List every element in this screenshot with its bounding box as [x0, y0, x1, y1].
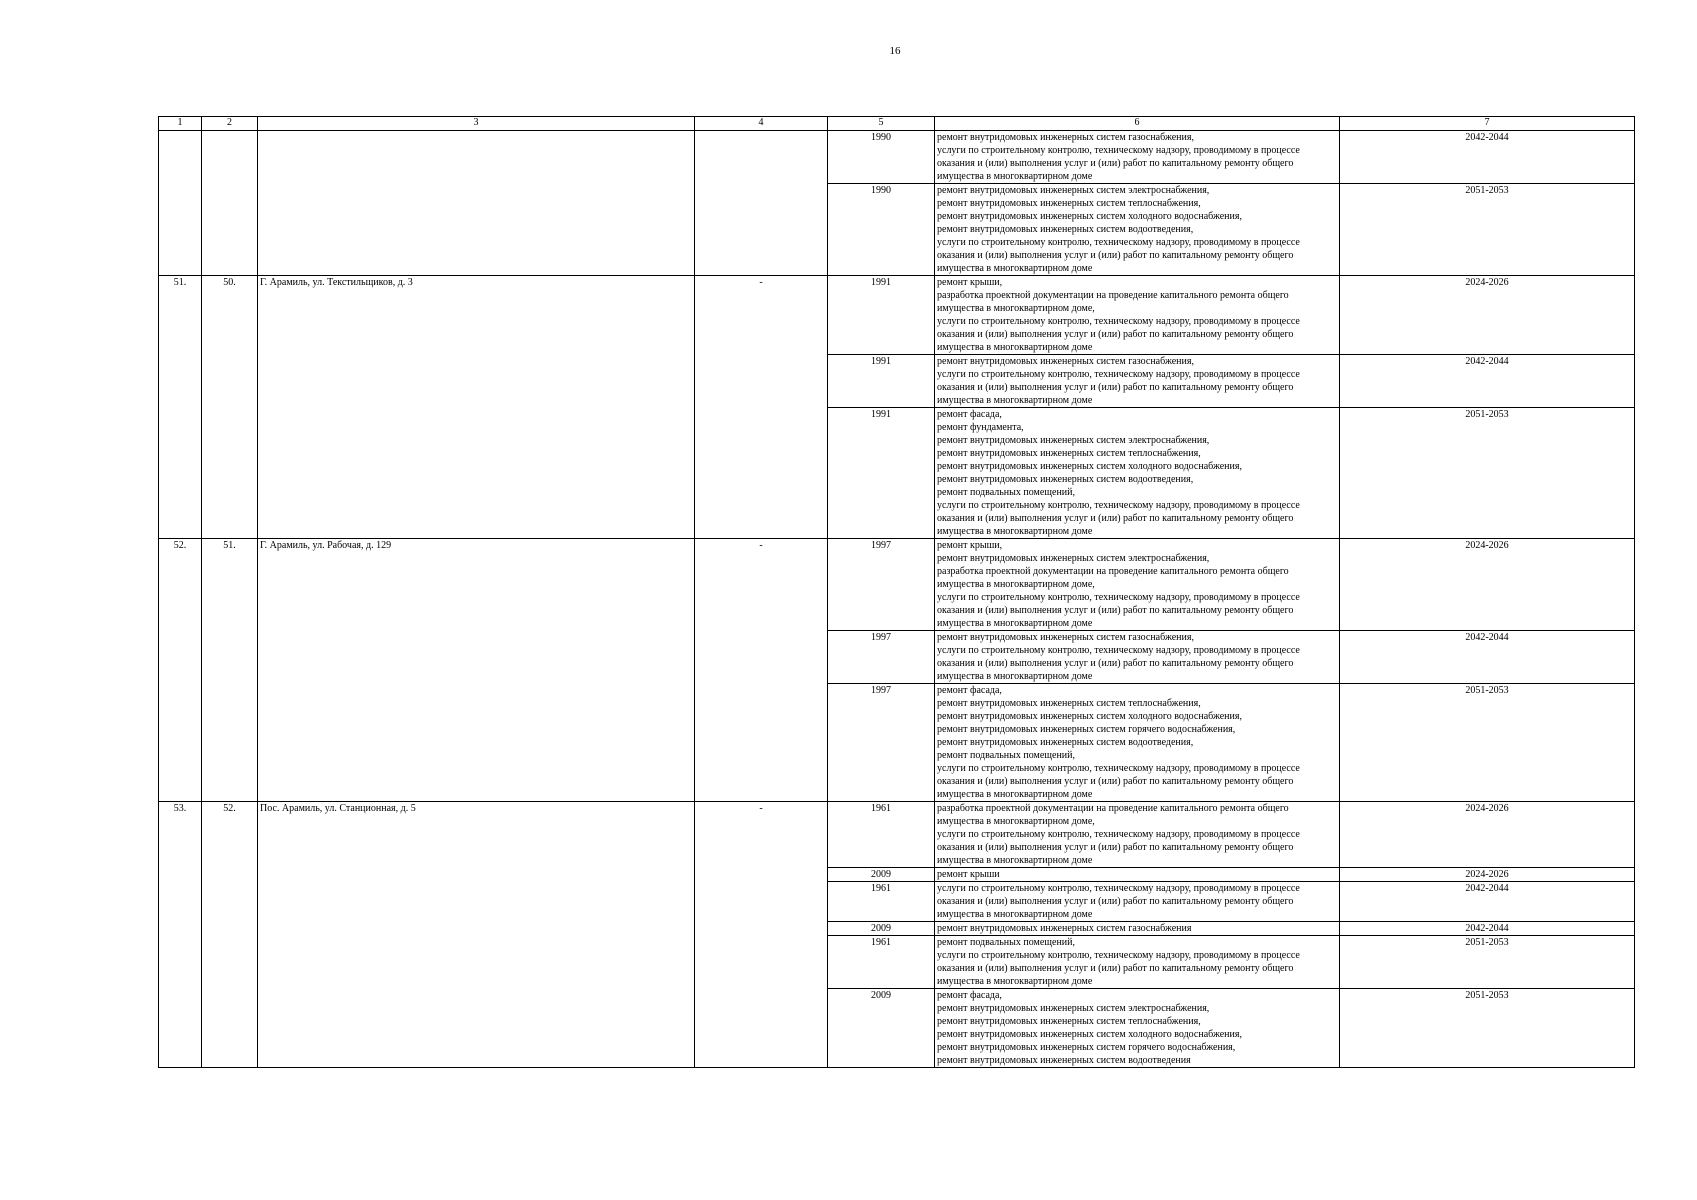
works-cell: ремонт крыши	[935, 868, 1340, 882]
column-number: 6	[935, 117, 1340, 131]
column-number: 5	[828, 117, 935, 131]
year-cell: 1961	[828, 882, 935, 922]
period-cell: 2042-2044	[1340, 922, 1635, 936]
table-row	[159, 802, 1635, 868]
works-cell: ремонт крыши, разработка проектной документации на проведение капитального ремонта общего имущества в многоквартирном доме, услуги по строительному контролю, техническому надзору, проводимому в процессе оказания и (или) выполнения услуг и (или) работ по капитальному ремонту общего имущества в многоквартирном доме	[935, 276, 1340, 355]
period-cell: 2051-2053	[1340, 408, 1635, 539]
works-cell: ремонт фасада, ремонт фундамента, ремонт внутридомовых инженерных систем электроснабжения, ремонт внутридомовых инженерных систем теплоснабжения, ремонт внутридомовых инженерных систем холодного водоснабжения, ремонт внутридомовых инженерных систем водоотведения, ремонт подвальных помещений, услуги по строительному контролю, техническому надзору, проводимому в процессе оказания и (или) выполнения услуг и (или) работ по капитальному ремонту общего имущества в многоквартирном доме	[935, 408, 1340, 539]
column-4-cell: -	[695, 539, 828, 802]
address-cell: Г. Арамиль, ул. Рабочая, д. 129	[258, 539, 695, 802]
house-number-cell: 53.	[159, 802, 202, 1068]
address-cell: Г. Арамиль, ул. Текстильщиков, д. 3	[258, 276, 695, 539]
column-4-cell	[695, 131, 828, 276]
works-cell: ремонт внутридомовых инженерных систем газоснабжения, услуги по строительному контролю, техническому надзору, проводимому в процессе оказания и (или) выполнения услуг и (или) работ по капитальному ремонту общего имущества в многоквартирном доме	[935, 355, 1340, 408]
sequence-number-cell	[202, 131, 258, 276]
sequence-number-cell: 52.	[202, 802, 258, 1068]
house-number-cell: 51.	[159, 276, 202, 539]
works-cell: ремонт внутридомовых инженерных систем газоснабжения	[935, 922, 1340, 936]
column-4-cell: -	[695, 276, 828, 539]
table-row	[159, 276, 1635, 355]
column-number-row	[159, 117, 1635, 131]
house-number-cell	[159, 131, 202, 276]
table-row	[159, 539, 1635, 631]
period-cell: 2024-2026	[1340, 868, 1635, 882]
year-cell: 1990	[828, 184, 935, 276]
works-cell: ремонт крыши, ремонт внутридомовых инженерных систем электроснабжения, разработка проектной документации на проведение капитального ремонта общего имущества в многоквартирном доме, услуги по строительному контролю, техническому надзору, проводимому в процессе оказания и (или) выполнения услуг и (или) работ по капитальному ремонту общего имущества в многоквартирном доме	[935, 539, 1340, 631]
period-cell: 2024-2026	[1340, 539, 1635, 631]
house-number-cell: 52.	[159, 539, 202, 802]
period-cell: 2051-2053	[1340, 684, 1635, 802]
works-cell: ремонт внутридомовых инженерных систем электроснабжения, ремонт внутридомовых инженерных систем теплоснабжения, ремонт внутридомовых инженерных систем холодного водоснабжения, ремонт внутридомовых инженерных систем водоотведения, услуги по строительному контролю, техническому надзору, проводимому в процессе оказания и (или) выполнения услуг и (или) работ по капитальному ремонту общего имущества в многоквартирном доме	[935, 184, 1340, 276]
works-cell: ремонт подвальных помещений, услуги по строительному контролю, техническому надзору, проводимому в процессе оказания и (или) выполнения услуг и (или) работ по капитальному ремонту общего имущества в многоквартирном доме	[935, 936, 1340, 989]
year-cell: 1961	[828, 802, 935, 868]
column-number: 3	[258, 117, 695, 131]
column-4-cell: -	[695, 802, 828, 1068]
year-cell: 1961	[828, 936, 935, 989]
table-body	[159, 117, 1635, 1068]
year-cell: 1997	[828, 631, 935, 684]
address-cell	[258, 131, 695, 276]
works-cell: ремонт фасада, ремонт внутридомовых инженерных систем электроснабжения, ремонт внутридомовых инженерных систем теплоснабжения, ремонт внутридомовых инженерных систем холодного водоснабжения, ремонт внутридомовых инженерных систем горячего водоснабжения, ремонт внутридомовых инженерных систем водоотведения	[935, 989, 1340, 1068]
works-cell: ремонт внутридомовых инженерных систем газоснабжения, услуги по строительному контролю, техническому надзору, проводимому в процессе оказания и (или) выполнения услуг и (или) работ по капитальному ремонту общего имущества в многоквартирном доме	[935, 631, 1340, 684]
year-cell: 2009	[828, 922, 935, 936]
works-cell: ремонт внутридомовых инженерных систем газоснабжения, услуги по строительному контролю, техническому надзору, проводимому в процессе оказания и (или) выполнения услуг и (или) работ по капитальному ремонту общего имущества в многоквартирном доме	[935, 131, 1340, 184]
year-cell: 1991	[828, 355, 935, 408]
period-cell: 2042-2044	[1340, 631, 1635, 684]
column-number: 2	[202, 117, 258, 131]
period-cell: 2024-2026	[1340, 276, 1635, 355]
year-cell: 2009	[828, 868, 935, 882]
year-cell: 1991	[828, 408, 935, 539]
year-cell: 1991	[828, 276, 935, 355]
repair-schedule-table	[158, 116, 1635, 1068]
year-cell: 1997	[828, 539, 935, 631]
sequence-number-cell: 51.	[202, 539, 258, 802]
period-cell: 2024-2026	[1340, 802, 1635, 868]
page-number: 16	[889, 45, 901, 57]
works-cell: услуги по строительному контролю, техническому надзору, проводимому в процессе оказания и (или) выполнения услуг и (или) работ по капитальному ремонту общего имущества в многоквартирном доме	[935, 882, 1340, 922]
table-row	[159, 131, 1635, 184]
period-cell: 2042-2044	[1340, 131, 1635, 184]
address-cell: Пос. Арамиль, ул. Станционная, д. 5	[258, 802, 695, 1068]
year-cell: 1990	[828, 131, 935, 184]
column-number: 1	[159, 117, 202, 131]
period-cell: 2051-2053	[1340, 184, 1635, 276]
year-cell: 1997	[828, 684, 935, 802]
period-cell: 2042-2044	[1340, 355, 1635, 408]
period-cell: 2051-2053	[1340, 989, 1635, 1068]
works-cell: разработка проектной документации на проведение капитального ремонта общего имущества в многоквартирном доме, услуги по строительному контролю, техническому надзору, проводимому в процессе оказания и (или) выполнения услуг и (или) работ по капитальному ремонту общего имущества в многоквартирном доме	[935, 802, 1340, 868]
sequence-number-cell: 50.	[202, 276, 258, 539]
period-cell: 2051-2053	[1340, 936, 1635, 989]
column-number: 4	[695, 117, 828, 131]
year-cell: 2009	[828, 989, 935, 1068]
column-number: 7	[1340, 117, 1635, 131]
works-cell: ремонт фасада, ремонт внутридомовых инженерных систем теплоснабжения, ремонт внутридомовых инженерных систем холодного водоснабжения, ремонт внутридомовых инженерных систем горячего водоснабжения, ремонт внутридомовых инженерных систем водоотведения, ремонт подвальных помещений, услуги по строительному контролю, техническому надзору, проводимому в процессе оказания и (или) выполнения услуг и (или) работ по капитальному ремонту общего имущества в многоквартирном доме	[935, 684, 1340, 802]
period-cell: 2042-2044	[1340, 882, 1635, 922]
